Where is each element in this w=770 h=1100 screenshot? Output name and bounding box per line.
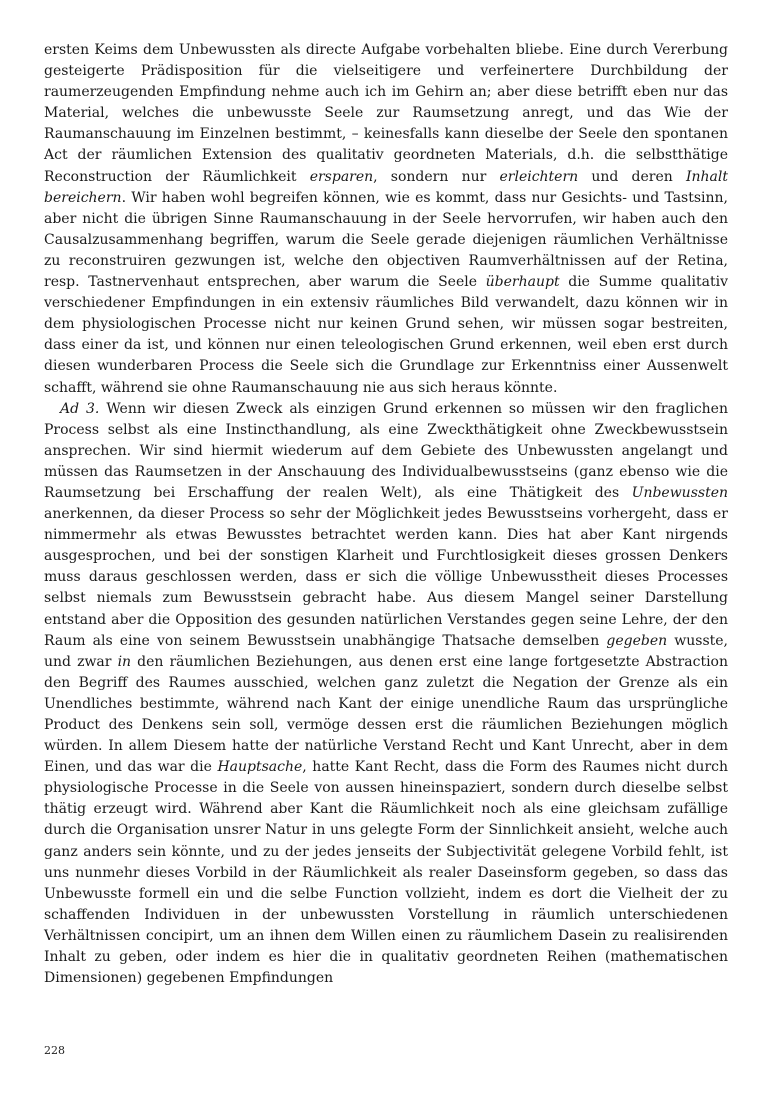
italic-text: Hauptsache xyxy=(217,759,303,776)
text-run: anerkennen, da dieser Process so sehr der Möglichkeit jedes Bewusstseins vorhergeht, dass er nimmermehr als etwas Bewusstes betrachtet werden kann. Dies hat aber Kant nirgends ausgesprochen, und bei der sonstigen Klarheit und Furchtlosigkeit dieses grossen Denkers muss daraus geschlossen werden, dass er sich die völlige Unbewusstheit dieses Processes selbst niemals zum Bewusstsein gebracht habe. Aus diesem Mangel seiner Darstellung entstand aber die Opposition des gesunden natürlichen Verstandes gegen seine Lehre, der den Raum als eine von seinem Bewusstsein unabhängige Thatsache demselben xyxy=(44,506,728,649)
text-run: wusste, und zwar xyxy=(44,632,728,670)
text-run: die Summe qualitativ verschiedener Empfindungen in ein extensiv räumliches Bild verwandelt, dazu können wir in dem physiologischen Processe nicht nur keinen Grund sehen, wir müssen sogar bestreiten, dass einer da ist, und können nur einen teleologischen Grund erkennen, weil eben erst durch diesen wunderbaren Process die Seele sich die Grundlage zur Erkenntniss einer Aussenwelt schafft, während sie ohne Raumanschauung nie aus sich heraus könnte. xyxy=(44,274,728,396)
italic-text: gegeben xyxy=(606,632,668,649)
paragraph xyxy=(44,399,728,990)
text-run: Wenn wir diesen Zweck als einzigen Grund erkennen so müssen wir den fraglichen Process selbst als eine Instincthandlung, als eine Zweckthätigkeit ohne Zweckbewusstsein ansprechen. Wir sind hiermit wiederum auf dem Gebiete des Unbewussten angelangt und müssen das Raumsetzen in der Anschauung des Individualbewusstseins (ganz ebenso wie die Raumsetzung bei Erschaffung der realen Welt), als eine Thätigkeit des xyxy=(44,400,728,501)
text-run: und deren xyxy=(578,168,686,185)
italic-text: Ad 3. xyxy=(60,400,100,417)
paragraph xyxy=(44,40,728,399)
text-run: , hatte Kant Recht, dass die Form des Raumes nicht durch physiologische Processe in die Seele von aussen hineinspaziert, sondern durch dieselbe selbst thätig erzeugt wird. Während aber Kant die Räumlichkeit noch als eine gleichsam zufällige durch die Organisation unsrer Natur in uns gelegte Form der Sinnlichkeit ansieht, welche auch ganz anders sein könnte, und zu der jedes jenseits der Subjectivität gelegene Vorbild fehlt, ist uns nunmehr dieses Vorbild in der Räumlichkeit als realer Daseinsform gegeben, so dass das Unbewusste formell ein und die selbe Function vollzieht, indem es dort die Vielheit der zu schaffenden Individuen in der unbewussten Vorstellung in räumlich unterschiedenen Verhältnissen concipirt, um an ihnen dem Willen einen zu räumlichem Dasein zu realisirenden Inhalt zu geben, oder indem es hier die in qualitativ geordneten Reihen (mathematischen Dimensionen) gegebenen Empfindungen xyxy=(44,759,729,987)
italic-text: Inhalt bereichern xyxy=(44,168,728,206)
text-run: ersten Keims dem Unbewussten als directe Aufgabe vorbehalten bliebe. Eine durch Vererbung gesteigerte Prädisposition für die vielseitigere und verfeinertere Durchbildung der raumerzeugenden Empfindung nehme auch ich im Gehirn an; aber diese betrifft eben nur das Material, welches die unbewusste Seele zur Raumsetzung anregt, und das Wie der Raumanschauung im Einzelnen bestimmt, – keinesfalls kann dieselbe der Seele den spontanen Act der räumlichen Extension des qualitativ geordneten Materials, d.h. die selbstthätige Reconstruction der Räumlichkeit xyxy=(44,42,728,185)
text-run: , sondern nur xyxy=(373,168,500,185)
italic-text: ersparen xyxy=(309,168,374,185)
page-number: 228 xyxy=(44,1044,65,1057)
italic-text: erleichtern xyxy=(499,168,579,185)
text-run: den räumlichen Beziehungen, aus denen erst eine lange fortgesetzte Abstraction den Begriff des Raumes ausschied, welchen ganz zuletzt die Negation der Grenze als ein Unendliches bestimmte, während nach Kant der einige unendliche Raum das ursprüngliche Product des Denkens sein soll, vermöge dessen erst die räumlichen Beziehungen möglich würden. In allem Diesem hatte der natürliche Verstand Recht und Kant Unrecht, aber in dem Einen, und das war die xyxy=(44,653,728,776)
text-run: . Wir haben wohl begreifen können, wie es kommt, dass nur Gesichts- und Tastsinn, aber nicht die übrigen Sinne Raumanschauung in der Seele hervorrufen, wir haben auch den Causalzusammenhang begriffen, warum die Seele gerade diejenigen räumlichen Verhältnisse zu reconstruiren gezwungen ist, welche den objectiven Raumverhältnissen auf der Retina, resp. Tastnervenhaut entsprechen, aber warum die Seele xyxy=(44,189,728,291)
italic-text: in xyxy=(117,653,132,670)
document-page xyxy=(44,40,728,989)
italic-text: Unbewussten xyxy=(631,484,728,501)
italic-text: überhaupt xyxy=(485,274,560,291)
